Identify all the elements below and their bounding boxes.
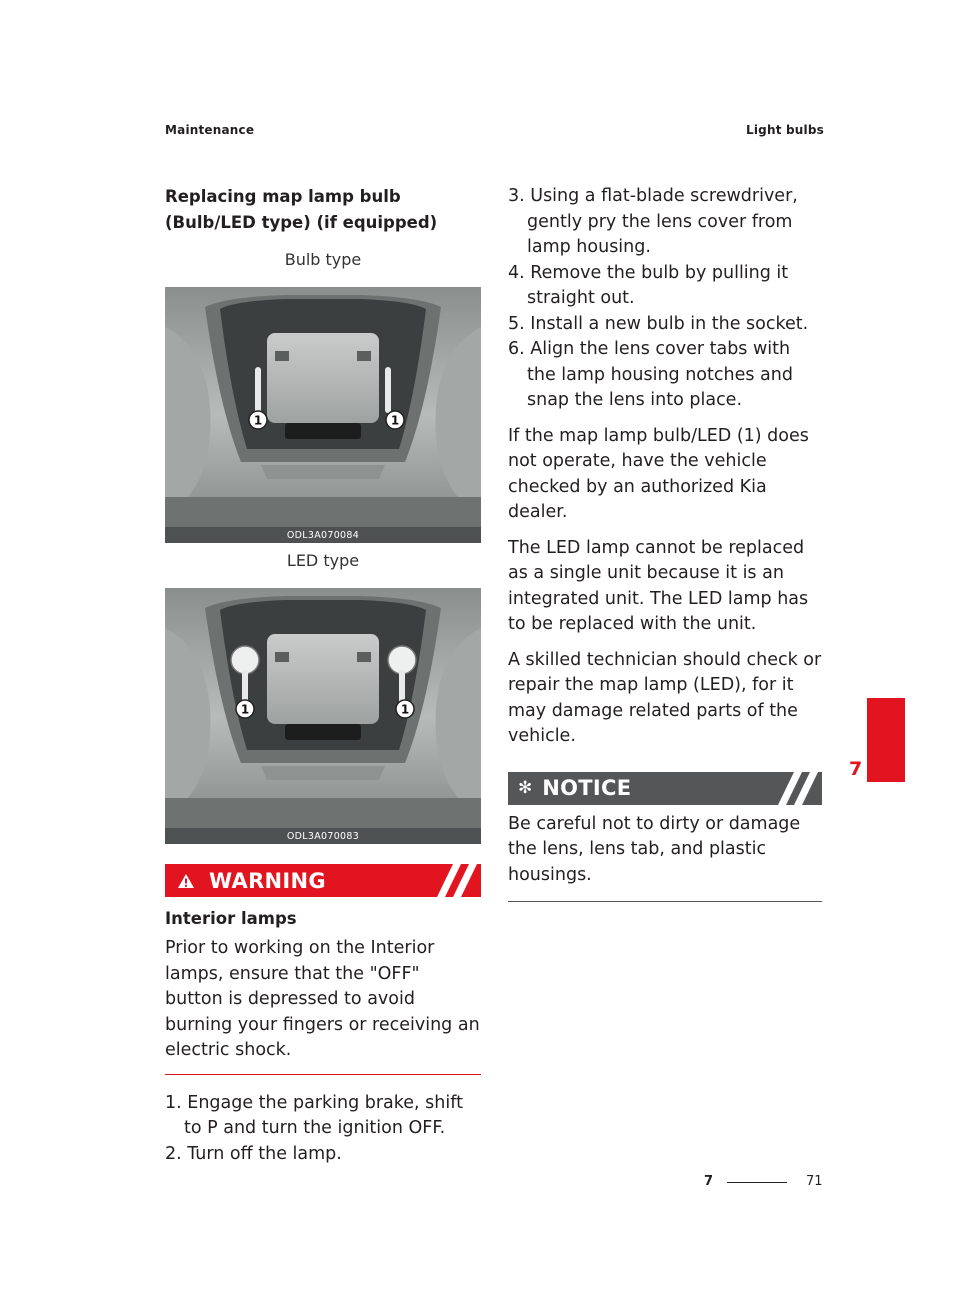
callout-1-right: 1: [400, 702, 410, 717]
figure-code-bulb: ODL3A070084: [286, 530, 360, 541]
figure-caption-led: LED type: [286, 551, 360, 570]
warning-triangle-icon: [177, 873, 195, 889]
notice-divider: [508, 901, 822, 902]
header-topic: Light bulbs: [746, 123, 824, 137]
step-item: 2. Turn off the lamp.: [165, 1143, 342, 1164]
map-lamp-illustration: [165, 287, 481, 543]
figure-code-led: ODL3A070083: [286, 831, 360, 842]
footer-page-number: 71: [806, 1174, 823, 1189]
notice-banner: [508, 772, 822, 805]
header-section: Maintenance: [165, 123, 255, 137]
warning-text: Prior to working on the Interior lamps, ensure that the "OFF" button is depressed to avoid burning your fingers or receiving an electric shock.: [165, 938, 480, 1060]
figure-led-type: [165, 588, 481, 844]
warning-subtitle: Interior lamps: [165, 909, 297, 928]
step-item: 1. Engage the parking brake, shift to P and turn the ignition OFF.: [165, 1092, 463, 1138]
step-item: 3. Using a flat-blade screwdriver, gently pry the lens cover from lamp housing.: [508, 186, 798, 257]
figure-caption-bulb: Bulb type: [284, 250, 362, 269]
paragraph: The LED lamp cannot be replaced as a single unit because it is an integrated unit. The LED lamp has to be replaced with the unit.: [508, 537, 809, 634]
footer-chapter: 7: [704, 1174, 714, 1189]
paragraph: A skilled technician should check or repair the map lamp (LED), for it may damage related parts of the vehicle.: [508, 649, 822, 746]
left-column: [165, 184, 481, 1167]
slash-decoration-icon: [431, 864, 481, 897]
figure-bulb-type: [165, 287, 481, 543]
callout-1-left: 1: [253, 413, 263, 428]
warning-divider: [165, 1074, 481, 1075]
steps-list-left: [165, 1091, 481, 1168]
paragraph: If the map lamp bulb/LED (1) does not operate, have the vehicle checked by an authorized Kia dealer.: [508, 425, 809, 522]
callout-1-right: 1: [390, 413, 400, 428]
notice-label: NOTICE: [542, 776, 632, 800]
warning-banner: [165, 864, 481, 897]
section-title: Replacing map lamp bulb (Bulb/LED type) (if equipped): [165, 187, 438, 232]
chapter-tab: [867, 698, 905, 782]
map-lamp-illustration: [165, 588, 481, 844]
steps-list-right: [508, 184, 822, 414]
slash-decoration-icon: [772, 772, 822, 805]
asterisk-icon: ✻: [518, 778, 533, 798]
step-item: 5. Install a new bulb in the socket.: [508, 313, 809, 334]
warning-label: WARNING: [209, 868, 326, 893]
step-item: 4. Remove the bulb by pulling it straight out.: [508, 262, 789, 308]
callout-1-left: 1: [240, 702, 250, 717]
notice-text: Be careful not to dirty or damage the lens, lens tab, and plastic housings.: [508, 813, 801, 885]
chapter-tab-number: 7: [849, 758, 863, 780]
right-column: [508, 184, 822, 902]
footer-divider: [727, 1182, 787, 1183]
step-item: 6. Align the lens cover tabs with the lamp housing notches and snap the lens into place.: [508, 339, 793, 410]
